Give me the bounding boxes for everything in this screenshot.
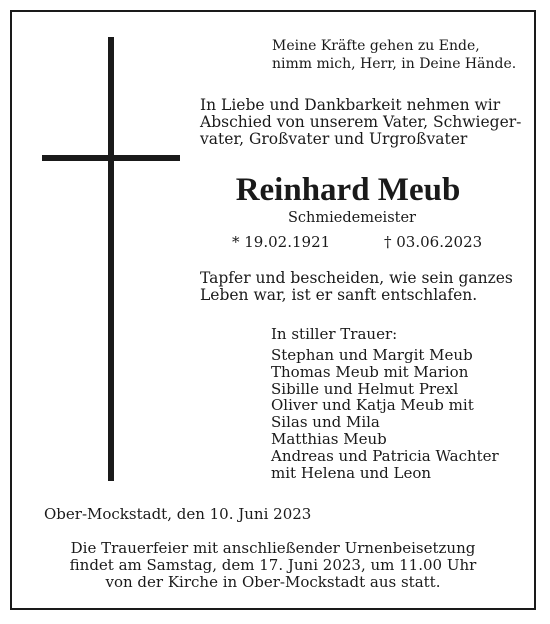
intro-text	[200, 97, 521, 148]
list-item: Oliver und Katja Meub mit	[271, 396, 474, 415]
list-item: Andreas und Patricia Wachter	[271, 446, 499, 465]
cross-icon-horizontal-bar	[42, 155, 180, 161]
list-item: Sibille und Helmut Prexl	[271, 379, 459, 398]
list-item: Silas und Mila	[271, 413, 380, 432]
obituary-notice	[10, 10, 536, 610]
funeral-announcement	[12, 540, 534, 591]
intro-line: Abschied von unserem Vater, Schwieger-	[200, 113, 522, 131]
place-and-date: Ober-Mockstadt, den 10. Juni 2023	[44, 505, 312, 523]
tribute-line: Leben war, ist er sanft entschlafen.	[200, 286, 478, 304]
deceased-name: Reinhard Meub	[235, 172, 461, 208]
death-date: † 03.06.2023	[384, 233, 483, 251]
tribute-text	[200, 270, 513, 304]
deceased-profession: Schmiedemeister	[288, 210, 416, 226]
motto-line: Meine Kräfte gehen zu Ende,	[272, 38, 480, 54]
funeral-line: Die Trauerfeier mit anschließender Urnenbeisetzung	[70, 539, 476, 557]
motto-verse	[272, 37, 516, 73]
list-item: mit Helena und Leon	[271, 463, 432, 482]
cross-icon-vertical-bar	[108, 37, 114, 481]
funeral-line: findet am Samstag, dem 17. Juni 2023, um 11.00 Uhr	[69, 556, 477, 574]
list-item: Thomas Meub mit Marion	[271, 362, 469, 381]
birth-date: * 19.02.1921	[232, 233, 331, 251]
intro-line: vater, Großvater und Urgroßvater	[200, 130, 468, 148]
tribute-line: Tapfer und bescheiden, wie sein ganzes	[200, 269, 513, 287]
list-item: Stephan und Margit Meub	[271, 346, 473, 364]
intro-line: In Liebe und Dankbarkeit nehmen wir	[200, 96, 501, 114]
list-item: Matthias Meub	[271, 429, 387, 448]
funeral-line: von der Kirche in Ober-Mockstadt aus statt.	[105, 573, 441, 591]
motto-line: nimm mich, Herr, in Deine Hände.	[272, 56, 517, 72]
mourners-list	[271, 347, 499, 481]
mourners-heading: In stiller Trauer:	[271, 325, 398, 343]
